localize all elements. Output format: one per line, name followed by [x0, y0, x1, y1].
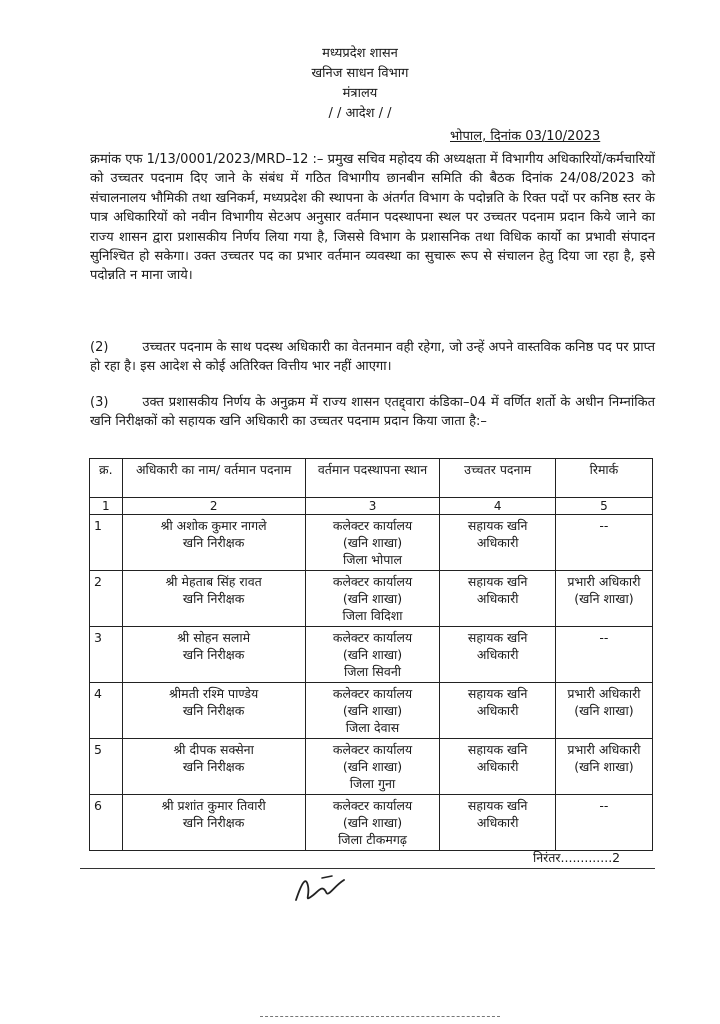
col-header-name: अधिकारी का नाम/ वर्तमान पदनाम	[122, 459, 305, 498]
officer-designation: खनि निरीक्षक	[182, 647, 245, 662]
cell-new-post	[440, 683, 555, 739]
posting-district: जिला गुना	[349, 776, 396, 791]
posting-office: कलेक्टर कार्यालय	[332, 574, 413, 589]
table-row	[90, 739, 653, 795]
posting-branch: (खनि शाखा)	[342, 815, 403, 830]
paragraph-3-number: (3)	[90, 395, 109, 410]
col-header-sno: क्र.	[90, 459, 123, 498]
col-number: 4	[440, 498, 555, 515]
cell-sno: 5	[90, 739, 123, 795]
new-post-line: अधिकारी	[476, 647, 519, 662]
table-row	[90, 627, 653, 683]
officer-name: श्री मेहताब सिंह रावत	[165, 574, 262, 589]
col-header-new-post: उच्चतर पदनाम	[440, 459, 555, 498]
posting-branch: (खनि शाखा)	[342, 759, 403, 774]
cell-posting	[305, 739, 440, 795]
posting-office: कलेक्टर कार्यालय	[332, 742, 413, 757]
col-header-posting: वर्तमान पदस्थापना स्थान	[305, 459, 440, 498]
paragraph-1: क्रमांक एफ 1/13/0001/2023/MRD–12 :– प्रमुख सचिव महोदय की अध्यक्षता में विभागीय अधिकारियों/कर्मचारियों को उच्चतर पदनाम दिए जाने के संबंध में गठित विभागीय छानबीन समिति की बैठक दिनांक 24/08/2023 को संचालनालय भौमिकी तथा खनिकर्म, मध्यप्रदेश की स्थापना के अंतर्गत विभाग के पदोन्नति के रिक्त पदों पर कनिष्ठ स्तर के पात्र अधिकारियों को नवीन विभागीय सेटअप अनुसार वर्तमान पदस्थापना स्थल पर उच्चतर पदनाम प्रदान किये जाने का राज्य शासन द्वारा प्रशासकीय निर्णय लिया गया है, जिससे विभाग के प्रशासनिक तथा विधिक कार्यो का प्रभावी संपादन सुनिश्चित हो सकेगा। उक्त उच्चतर पद का प्रभार वर्तमान व्यवस्था का सुचारू रूप से संचालन हेतु दिया जा रहा है, इसे पदोन्नति न माना जाये।	[90, 152, 655, 284]
cell-sno: 4	[90, 683, 123, 739]
posting-branch: (खनि शाखा)	[342, 535, 403, 550]
officers-table	[89, 458, 653, 851]
cell-sno: 1	[90, 515, 123, 571]
continued-marker: निरंतर.............2	[533, 850, 621, 865]
new-post-line: अधिकारी	[476, 591, 519, 606]
cell-remark: --	[555, 795, 652, 851]
posting-office: कलेक्टर कार्यालय	[332, 686, 413, 701]
posting-district: जिला टीकमगढ़	[338, 832, 407, 847]
posting-branch: (खनि शाखा)	[342, 647, 403, 662]
officer-name: श्री सोहन सलामे	[177, 630, 251, 645]
officer-designation: खनि निरीक्षक	[182, 703, 245, 718]
col-number: 5	[555, 498, 652, 515]
horizontal-divider	[80, 868, 655, 869]
posting-branch: (खनि शाखा)	[342, 591, 403, 606]
new-post-line: अधिकारी	[476, 535, 519, 550]
new-post-line: सहायक खनि	[467, 686, 528, 701]
cell-sno: 3	[90, 627, 123, 683]
order-date: भोपाल, दिनांक 03/10/2023	[450, 129, 601, 144]
cell-sno: 6	[90, 795, 123, 851]
cell-name	[122, 683, 305, 739]
new-post-line: सहायक खनि	[467, 742, 528, 757]
footer-faint-line	[260, 1016, 500, 1017]
officer-name: श्री अशोक कुमार नागले	[160, 518, 267, 533]
cell-posting	[305, 683, 440, 739]
table-column-number-row	[90, 498, 653, 515]
cell-remark: प्रभारी अधिकारी (खनि शाखा)	[555, 683, 652, 739]
cell-remark: प्रभारी अधिकारी (खनि शाखा)	[555, 739, 652, 795]
cell-posting	[305, 515, 440, 571]
posting-district: जिला विदिशा	[342, 608, 403, 623]
cell-new-post	[440, 515, 555, 571]
signature-mark	[292, 872, 352, 906]
paragraph-3-text: उक्त प्रशासकीय निर्णय के अनुक्रम में राज्य शासन एतद्द्वारा कंडिका–04 में वर्णित शर्तो के अधीन निम्नांकित खनि निरीक्षकों को सहायक खनि अधिकारी का उच्चतर पदनाम प्रदान किया जाता है:–	[90, 395, 655, 430]
paragraph-2-number: (2)	[90, 340, 109, 355]
header-government: मध्यप्रदेश शासन	[322, 46, 398, 61]
officer-name: श्री दीपक सक्सेना	[173, 742, 254, 757]
paragraph-2	[90, 338, 655, 377]
header-department: खनिज साधन विभाग	[311, 66, 409, 81]
cell-posting	[305, 795, 440, 851]
posting-branch: (खनि शाखा)	[342, 703, 403, 718]
new-post-line: अधिकारी	[476, 815, 519, 830]
header-ministry: मंत्रालय	[342, 86, 378, 101]
paragraph-3	[90, 393, 655, 432]
cell-remark: --	[555, 515, 652, 571]
officer-designation: खनि निरीक्षक	[182, 815, 245, 830]
new-post-line: अधिकारी	[476, 759, 519, 774]
new-post-line: सहायक खनि	[467, 798, 528, 813]
new-post-line: अधिकारी	[476, 703, 519, 718]
cell-posting	[305, 571, 440, 627]
cell-remark: प्रभारी अधिकारी (खनि शाखा)	[555, 571, 652, 627]
cell-new-post	[440, 795, 555, 851]
cell-name	[122, 515, 305, 571]
posting-district: जिला देवास	[345, 720, 400, 735]
table-row	[90, 683, 653, 739]
col-header-remark: रिमार्क	[555, 459, 652, 498]
col-number: 3	[305, 498, 440, 515]
posting-district: जिला सिवनी	[344, 664, 402, 679]
posting-office: कलेक्टर कार्यालय	[332, 798, 413, 813]
paragraph-2-text: उच्चतर पदनाम के साथ पदस्थ अधिकारी का वेतनमान वही रहेगा, जो उन्हें अपने वास्तविक कनिष्ठ पद पर प्राप्त हो रहा है। इस आदेश से कोई अतिरिक्त वित्तीय भार नहीं आएगा।	[90, 340, 655, 375]
cell-new-post	[440, 739, 555, 795]
new-post-line: सहायक खनि	[467, 574, 528, 589]
new-post-line: सहायक खनि	[467, 518, 528, 533]
cell-name	[122, 627, 305, 683]
document-header	[0, 44, 720, 124]
cell-posting	[305, 627, 440, 683]
col-number: 2	[122, 498, 305, 515]
posting-district: जिला भोपाल	[342, 552, 403, 567]
table-row	[90, 571, 653, 627]
header-order-title: / / आदेश / /	[328, 106, 392, 121]
table-header-row	[90, 459, 653, 498]
new-post-line: सहायक खनि	[467, 630, 528, 645]
col-number: 1	[90, 498, 123, 515]
officer-designation: खनि निरीक्षक	[182, 535, 245, 550]
posting-office: कलेक्टर कार्यालय	[332, 630, 413, 645]
officer-designation: खनि निरीक्षक	[182, 759, 245, 774]
posting-office: कलेक्टर कार्यालय	[332, 518, 413, 533]
table-row	[90, 795, 653, 851]
officer-name: श्री प्रशांत कुमार तिवारी	[161, 798, 266, 813]
cell-name	[122, 571, 305, 627]
cell-name	[122, 739, 305, 795]
cell-new-post	[440, 571, 555, 627]
cell-new-post	[440, 627, 555, 683]
table-row	[90, 515, 653, 571]
officer-designation: खनि निरीक्षक	[182, 591, 245, 606]
cell-remark: --	[555, 627, 652, 683]
cell-sno: 2	[90, 571, 123, 627]
officer-name: श्रीमती रश्मि पाण्डेय	[169, 686, 259, 701]
cell-name	[122, 795, 305, 851]
